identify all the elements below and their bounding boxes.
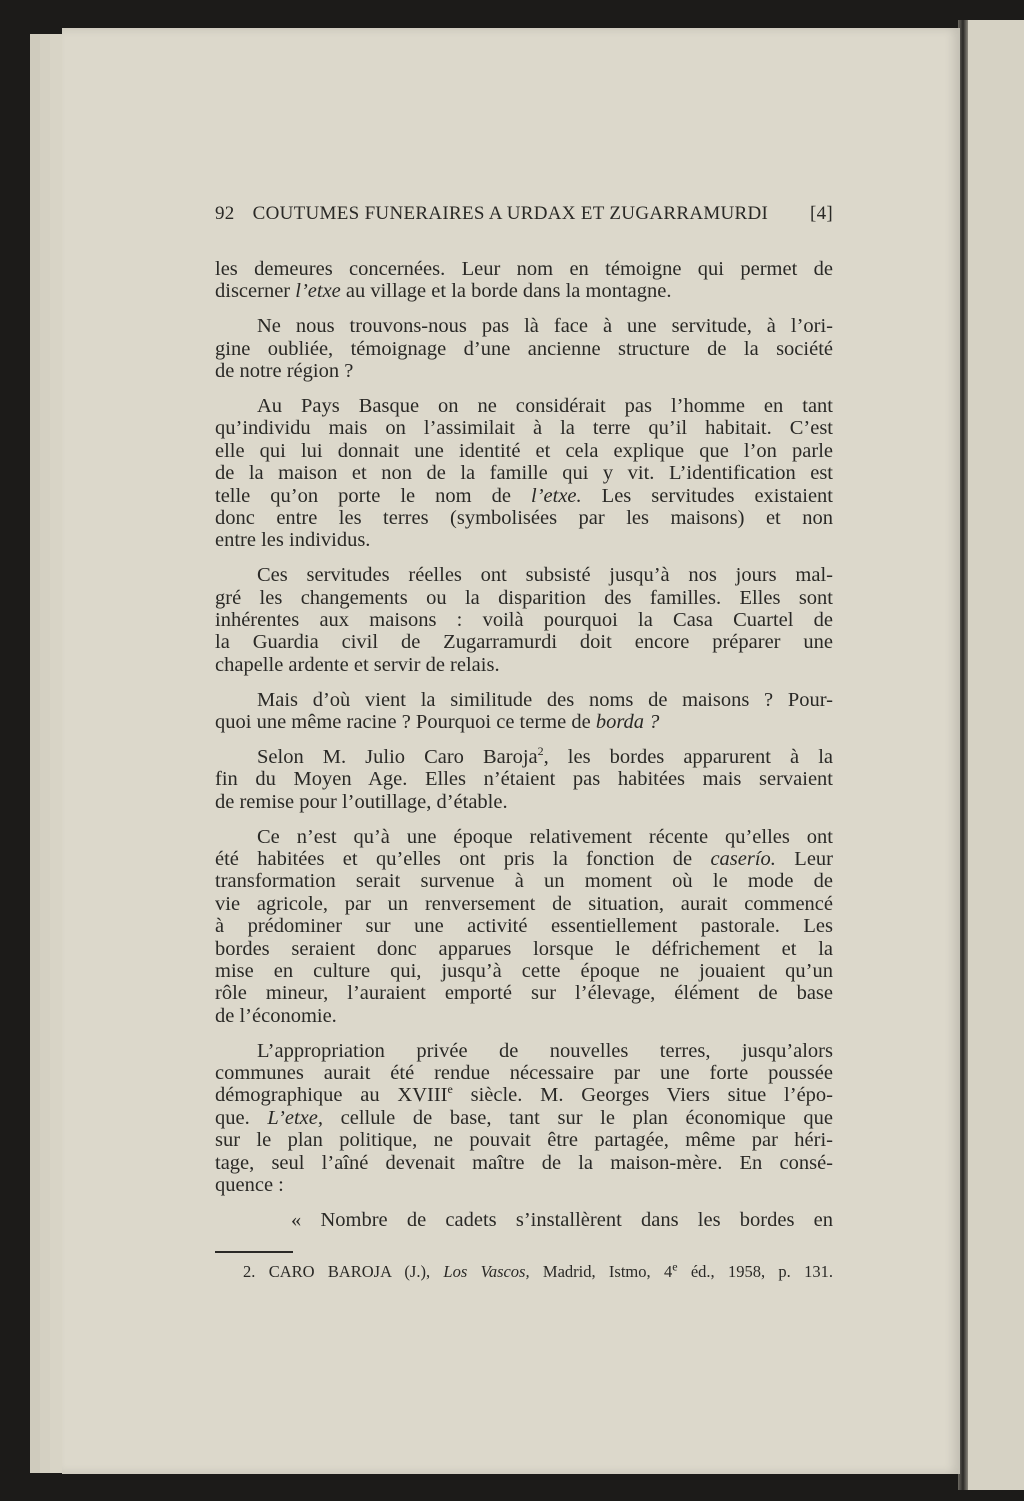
paragraph xyxy=(215,395,833,552)
text-run: donc entre les terres (symbolisées par les maisons) et non xyxy=(215,506,833,529)
text-line xyxy=(215,631,833,653)
italic-text: Los Vascos, xyxy=(443,1262,530,1281)
text-run: siècle. M. Georges Viers situe l’épo- xyxy=(452,1084,834,1107)
text-run: de notre région ? xyxy=(215,360,354,383)
text-line xyxy=(215,1129,833,1151)
italic-text: L’etxe, xyxy=(267,1106,323,1129)
footnote-rule xyxy=(215,1251,293,1253)
text-run: qu’individu mais on l’assimilait à la terre qu’il habitait. C’est xyxy=(215,417,833,440)
text-line xyxy=(215,280,833,302)
text-run: quoi une même racine ? Pourquoi ce terme de xyxy=(215,711,596,734)
section-number: [4] xyxy=(809,203,833,224)
text-run: que. xyxy=(215,1106,268,1129)
text-run: transformation serait survenue à un moment où le mode de xyxy=(215,870,833,893)
text-run: fin du Moyen Age. Elles n’étaient pas habitées mais servaient xyxy=(215,768,833,791)
text-run: Au Pays Basque on ne considérait pas l’homme en tant xyxy=(257,394,833,417)
running-title: COUTUMES FUNERAIRES A URDAX ET ZUGARRAMURDI xyxy=(252,203,769,224)
text-run: mise en culture qui, jusqu’à cette époque ne jouaient qu’un xyxy=(215,959,833,982)
text-run: , les bordes apparurent à la xyxy=(543,745,833,768)
text-line xyxy=(215,791,833,813)
text-run: Mais d’où vient la similitude des noms de maisons ? Pour- xyxy=(257,688,833,711)
text-line xyxy=(215,417,833,439)
text-run: la Guardia civil de Zugarramurdi doit encore préparer une xyxy=(215,631,833,654)
text-line xyxy=(215,507,833,529)
text-line xyxy=(215,848,833,870)
text-line xyxy=(215,893,833,915)
text-run: telle qu’on porte le nom de xyxy=(215,484,531,507)
italic-text: caserío. xyxy=(710,847,776,870)
text-line xyxy=(215,485,833,507)
text-line xyxy=(215,768,833,790)
text-run: « Nombre de cadets s’installèrent dans les bordes en xyxy=(291,1208,833,1231)
text-run: sur le plan politique, ne pouvait être partagée, même par héri- xyxy=(215,1129,833,1152)
text-line xyxy=(215,1209,833,1231)
text-line xyxy=(215,1174,833,1196)
paragraph xyxy=(215,258,833,303)
paragraph xyxy=(215,689,833,734)
text-run: Madrid, Istmo, 4 xyxy=(529,1262,673,1281)
text-line xyxy=(215,915,833,937)
text-run: gré les changements ou la disparition des familles. Elles sont xyxy=(215,586,833,609)
text-run: communes aurait été rendue nécessaire par une forte poussée xyxy=(215,1062,833,1084)
italic-text: l’etxe xyxy=(295,280,341,303)
paragraph xyxy=(215,315,833,382)
superscript: e xyxy=(447,1082,453,1097)
text-line xyxy=(215,1062,833,1084)
text-run: gine oubliée, témoignage d’une ancienne structure de la société xyxy=(215,337,833,360)
page-number: 92 xyxy=(215,203,235,224)
text-line xyxy=(215,1084,833,1106)
text-run: les demeures concernées. Leur nom en témoigne qui permet de xyxy=(215,258,833,280)
text-run: de remise pour l’outillage, d’étable. xyxy=(215,790,508,813)
italic-text: l’etxe. xyxy=(531,484,582,507)
text-line xyxy=(215,1040,833,1062)
text-line xyxy=(215,564,833,586)
text-line xyxy=(215,609,833,631)
text-line xyxy=(215,938,833,960)
text-line xyxy=(215,315,833,337)
text-line xyxy=(215,1005,833,1027)
text-run: à prédominer sur une activité essentiellement pastorale. Les xyxy=(215,915,833,938)
text-line xyxy=(215,654,833,676)
text-line xyxy=(215,689,833,711)
text-run: quence : xyxy=(215,1173,284,1196)
text-run: entre les individus. xyxy=(215,529,371,552)
text-run: chapelle ardente et servir de relais. xyxy=(215,653,500,676)
facing-page-edge xyxy=(966,20,1024,1490)
text-run: vie agricole, par un renversement de situation, aurait commencé xyxy=(215,892,833,915)
paragraph xyxy=(215,564,833,676)
text-run: au village et la borde dans la montagne. xyxy=(340,280,672,303)
running-header xyxy=(215,203,833,225)
text-run: Selon M. Julio Caro Baroja xyxy=(257,745,538,768)
paragraph xyxy=(215,1040,833,1197)
text-run: été habitées et qu’elles ont pris la fonction de xyxy=(215,847,711,870)
paragraph xyxy=(215,826,833,1028)
text-run: tage, seul l’aîné devenait maître de la maison-mère. En consé- xyxy=(215,1151,833,1174)
text-run: cellule de base, tant sur le plan économique que xyxy=(322,1106,833,1129)
text-line xyxy=(215,338,833,360)
text-run: démographique au XVIII xyxy=(215,1084,448,1107)
paragraph xyxy=(215,1209,833,1231)
text-run: inhérentes aux maisons : voilà pourquoi la Casa Cuartel de xyxy=(215,608,833,631)
italic-text: borda ? xyxy=(595,711,660,734)
text-line xyxy=(215,960,833,982)
text-run: rôle mineur, l’auraient emporté sur l’élevage, élément de base xyxy=(215,982,833,1005)
text-run: Ces servitudes réelles ont subsisté jusqu’à nos jours mal- xyxy=(257,564,833,587)
text-run: L’appropriation privée de nouvelles terres, jusqu’alors xyxy=(257,1039,833,1062)
paragraph xyxy=(215,746,833,813)
text-line xyxy=(215,746,833,768)
text-line xyxy=(215,826,833,848)
text-run: Ce n’est qu’à une époque relativement récente qu’elles ont xyxy=(257,825,833,848)
text-line xyxy=(215,711,833,733)
text-run: bordes seraient donc apparues lorsque le défrichement et la xyxy=(215,937,833,960)
text-line xyxy=(215,1107,833,1129)
text-run: éd., 1958, p. 131. xyxy=(677,1262,833,1281)
text-line xyxy=(215,440,833,462)
text-run: Ne nous trouvons-nous pas là face à une servitude, à l’ori- xyxy=(257,315,833,338)
text-line xyxy=(215,462,833,484)
body-text xyxy=(215,258,833,1244)
text-line xyxy=(215,360,833,382)
superscript: e xyxy=(672,1259,678,1274)
text-line xyxy=(215,395,833,417)
text-run: discerner xyxy=(215,280,296,303)
text-line xyxy=(215,870,833,892)
text-run: Leur xyxy=(775,847,834,870)
text-run: Les servitudes existaient xyxy=(581,484,834,507)
text-run: de l’économie. xyxy=(215,1004,337,1027)
text-line xyxy=(215,258,833,280)
footnote xyxy=(243,1259,833,1282)
text-run: 2. CARO BAROJA (J.), xyxy=(243,1262,444,1281)
text-line xyxy=(215,1152,833,1174)
text-run: elle qui lui donnait une identité et cela explique que l’on parle xyxy=(215,439,833,462)
text-line xyxy=(215,982,833,1004)
text-line xyxy=(215,529,833,551)
superscript: 2 xyxy=(537,744,544,759)
text-line xyxy=(215,587,833,609)
text-run: de la maison et non de la famille qui y vit. L’identification est xyxy=(215,462,833,485)
